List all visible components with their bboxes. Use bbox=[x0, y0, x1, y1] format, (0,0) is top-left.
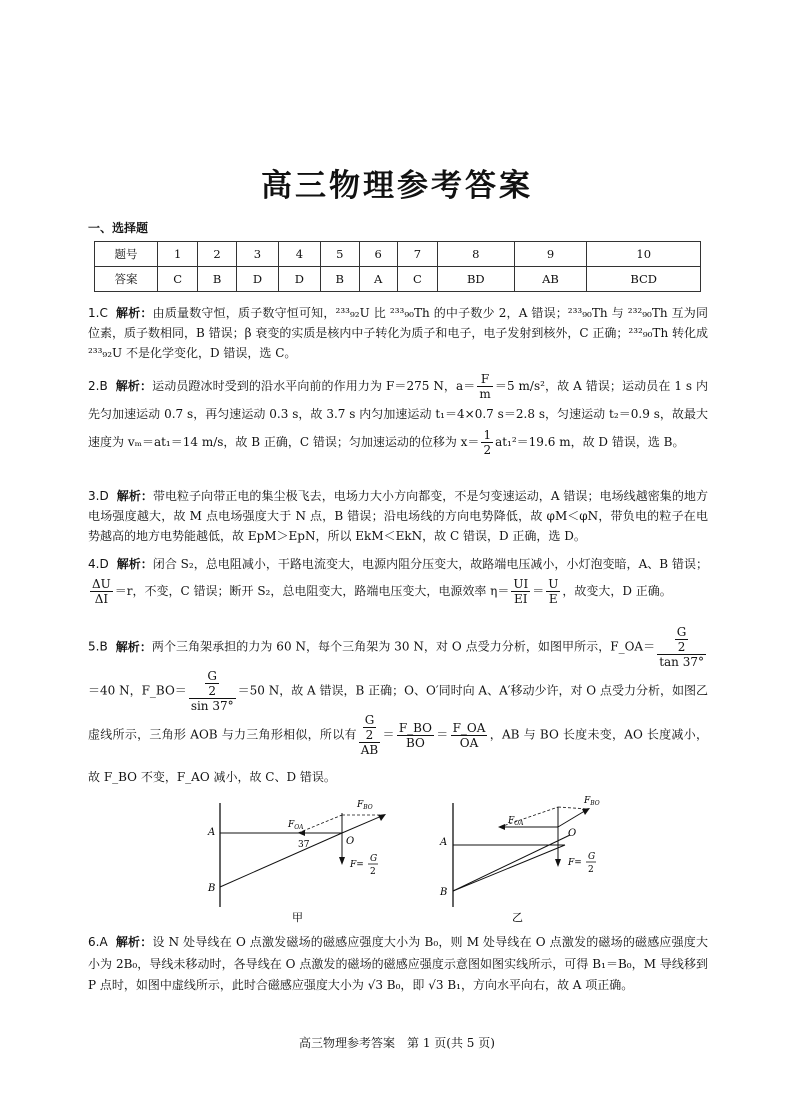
section-heading: 一、选择题 bbox=[88, 221, 149, 235]
table-cell: 6 bbox=[359, 242, 397, 267]
table-cell: 1 bbox=[158, 242, 198, 267]
question-text: ＝40 N，F_BO＝ bbox=[88, 683, 187, 698]
question-5: 5.B 解析：两个三角架承担的力为 60 N，每个三角架为 30 N，对 O 点受力分析，如图甲所示，F_OA＝ $\frac{\frac{G}{2}}{\tan 37^\circ}$ ＝40 N，F_BO＝ $\frac{\frac{G}{2}}{\sin 37^\circ}$ ＝50 N，故 A 错误，B 正确；O、O′同时向 A、A′移动少许，对 O 点受力分析，如图乙虚线所示，三角形 AOB 与力三角形相似，所以有 $\frac{\frac{G}{2}}{AB}$ ＝ $\frac{F\_BO}{BO}$ ＝ $\frac{F\_OA}{OA}$ ，AB 与 BO 长度未变，AO 长度减小，故 F_BO 不变，F_AO 减小，故 C、D 错误。 bbox=[88, 625, 708, 784]
fraction-UI-EI: $\frac{UI}{EI}$ bbox=[513, 577, 529, 606]
question-number: 1.C bbox=[88, 306, 108, 320]
label-A: A bbox=[208, 827, 216, 838]
table-cell: C bbox=[397, 267, 437, 292]
question-text: ＝50 N，故 A 错误，B 正确；O、O′同时向 A、A′移动少许，对 O 点受力分析，如图乙虚线所示，三角形 AOB 与力三角形相似，所以有 bbox=[88, 683, 708, 742]
keyword: 解析： bbox=[116, 557, 153, 571]
table-cell: 10 bbox=[587, 242, 701, 267]
question-1 bbox=[88, 303, 708, 363]
arrowhead bbox=[555, 859, 561, 867]
table-cell: D bbox=[236, 267, 278, 292]
label-G: G bbox=[370, 854, 378, 864]
table-cell: 8 bbox=[438, 242, 515, 267]
label-Fg: F= bbox=[350, 860, 364, 870]
question-number: 4.D bbox=[88, 557, 109, 571]
question-text: ＝r，不变，C 错误；断开 S₂，总电阻变大，路端电压变大，电源效率 η＝ bbox=[114, 584, 510, 598]
table-row-answers bbox=[95, 267, 701, 292]
label-O: O bbox=[568, 828, 577, 839]
table-cell: 9 bbox=[514, 242, 587, 267]
label-2: 2 bbox=[588, 865, 594, 875]
figure-yi bbox=[439, 796, 600, 924]
label-FBO: $F_{BO}$ bbox=[584, 796, 600, 807]
table-cell: AB bbox=[514, 267, 587, 292]
fraction-half: $\frac{1}{2}$ bbox=[483, 428, 492, 457]
question-number: 2.B bbox=[88, 379, 108, 393]
fraction-G2-AB: $\frac{\frac{G}{2}}{AB}$ bbox=[360, 713, 379, 757]
figure-jia bbox=[207, 800, 386, 924]
rod-BO bbox=[453, 845, 565, 891]
question-text: 两个三角架承担的力为 60 N，每个三角架为 30 N，对 O 点受力分析，如图甲所示，F_OA＝ bbox=[151, 639, 656, 654]
question-number: 6.A bbox=[88, 935, 108, 949]
label-B: B bbox=[208, 883, 216, 894]
label-A: A bbox=[440, 837, 448, 848]
question-2 bbox=[88, 372, 708, 457]
question-4: 4.D 解析：闭合 S₂，总电阻减小，干路电流变大，电源内阻分压变大，故路端电压减小，小灯泡变暗，A、B 错误； $\frac{\Delta U}{\Delta I}$ ＝r，不变，C 错误；断开 S₂，总电阻变大，路端电压变大，电源效率 η＝ $\frac{UI}{EI}$ ＝ $\frac{U}{E}$ ，故变大，D 正确。 bbox=[88, 557, 708, 606]
label-Fg: F= bbox=[568, 858, 582, 868]
table-cell: 7 bbox=[397, 242, 437, 267]
table-cell: 答案 bbox=[95, 267, 158, 292]
question-text: ，AB 与 BO 长度未变，AO 长度减小，故 F_BO 不变，F_AO 减小，故 C、D 错误。 bbox=[88, 727, 708, 784]
question-number: 5.B bbox=[88, 639, 108, 654]
table-cell: BCD bbox=[587, 267, 701, 292]
force-diagrams bbox=[200, 795, 620, 927]
table-cell: B bbox=[320, 267, 359, 292]
keyword: 解析： bbox=[115, 379, 153, 393]
keyword: 解析： bbox=[116, 489, 153, 503]
question-text: ＝5 m/s²，故 A 错误；运动员在 1 s 内先匀加速运动 0.7 s，再匀速运动 0.3 s，故 3.7 s 内匀加速运动 t₁＝4×0.7 s＝2.8 s，匀速运动 t₂＝0.9 s，故最大速度为 vₘ＝at₁＝14 m/s，故 B 正确，C 错误；匀加速运动的位移为 x＝ bbox=[88, 379, 708, 449]
table-cell: 4 bbox=[278, 242, 320, 267]
keyword: 解析： bbox=[115, 639, 152, 654]
label-2: 2 bbox=[370, 867, 376, 877]
table-row-header bbox=[95, 242, 701, 267]
label-FOA: $F_{OA}$ bbox=[508, 816, 524, 827]
label-G: G bbox=[588, 852, 596, 862]
question-text: 运动员蹬冰时受到的沿水平向前的作用力为 F＝275 N，a＝ bbox=[152, 379, 476, 393]
fraction-G2-tan37: $\frac{\frac{G}{2}}{\tan 37^\circ}$ bbox=[659, 625, 704, 669]
label-FOA: $F_{OA}$ bbox=[288, 820, 304, 831]
question-text: 闭合 S₂，总电阻减小，干路电流变大，电源内阻分压变大，故路端电压减小，小灯泡变暗，A、B 错误； bbox=[152, 557, 708, 571]
fraction-G2-sin37: $\frac{\frac{G}{2}}{\sin 37^\circ}$ bbox=[190, 669, 234, 713]
label-angle: 37 bbox=[298, 840, 310, 850]
keyword: 解析： bbox=[115, 306, 153, 320]
question-text: 带电粒子向带正电的集尘极飞去，电场力大小方向都变，不是匀变速运动，A 错误；电场线越密集的地方电场强度越大，故 M 点电场强度大于 N 点，B 错误；沿电场线的方向电势降低，故 φM＜φN，带负电的粒子在电势越高的地方电势能越低，故 EpM＞EpN，所以 EkM＜EkN，故 C 错误，D 正确，选 D。 bbox=[88, 489, 708, 543]
question-6 bbox=[88, 932, 708, 997]
page-footer: 高三物理参考答案 第 1 页(共 5 页) bbox=[299, 1036, 495, 1050]
fraction-U-E: $\frac{U}{E}$ bbox=[548, 577, 559, 606]
label-B: B bbox=[440, 887, 448, 898]
dashed-line bbox=[298, 815, 342, 833]
fraction-FBO-BO: $\frac{F\_BO}{BO}$ bbox=[398, 720, 433, 750]
fraction-FOA-OA: $\frac{F\_OA}{OA}$ bbox=[452, 720, 486, 750]
question-number: 3.D bbox=[88, 489, 109, 503]
question-text: ，故变大，D 正确。 bbox=[562, 584, 672, 598]
question-text: at₁²＝19.6 m，故 D 错误，选 B。 bbox=[495, 435, 685, 449]
fraction-dU-dI: $\frac{\Delta U}{\Delta I}$ bbox=[92, 577, 111, 606]
label-FBO: $F_{BO}$ bbox=[357, 800, 373, 811]
answer-table bbox=[94, 241, 701, 292]
arrowhead bbox=[339, 857, 345, 865]
table-cell: 题号 bbox=[95, 242, 158, 267]
caption-jia: 甲 bbox=[292, 911, 303, 924]
label-O: O bbox=[346, 836, 355, 847]
table-cell: D bbox=[278, 267, 320, 292]
table-cell: BD bbox=[438, 267, 515, 292]
caption-yi: 乙 bbox=[512, 911, 523, 924]
arrowhead bbox=[498, 824, 505, 830]
table-cell: 5 bbox=[320, 242, 359, 267]
page-title: 高三物理参考答案 bbox=[261, 168, 533, 204]
table-cell: A bbox=[359, 267, 397, 292]
force-FBO-arrow bbox=[342, 815, 384, 833]
question-3 bbox=[88, 486, 708, 546]
rod-BO bbox=[220, 833, 342, 887]
question-text: 设 N 处导线在 O 点激发磁场的磁感应强度大小为 B₀，则 M 处导线在 O 点激发的磁场的磁感应强度大小为 2B₀，导线未移动时，各导线在 O 点激发的磁场的磁感应强度示意图如图实线所示，可得 B₁＝B₀，M 导线移到 P 点时，如图中虚线所示，此时合磁感应强度大小为 √3 B₀，即 √3 B₁，方向水平向右，故 A 项正确。 bbox=[88, 935, 708, 992]
table-cell: 2 bbox=[198, 242, 237, 267]
question-text: 由质量数守恒，质子数守恒可知，²³³₉₂U 比 ²³³₉₀Th 的中子数少 2，A 错误；²³³₉₀Th 与 ²³²₉₀Th 互为同位素，质子数相同，B 错误；β 衰变的实质是核内中子转化为质子和电子，电子发射到核外，C 正确；²³²₉₀Th 转化成 ²³³₉₂U 不是化学变化，D 错误，选 C。 bbox=[88, 306, 708, 360]
table-cell: C bbox=[158, 267, 198, 292]
table-cell: 3 bbox=[236, 242, 278, 267]
table-cell: B bbox=[198, 267, 237, 292]
dashed-line bbox=[558, 807, 588, 809]
keyword: 解析： bbox=[115, 935, 153, 949]
fraction-F-over-m: $\frac{F}{m}$ bbox=[479, 372, 491, 401]
rod-BO-shifted bbox=[453, 835, 570, 891]
